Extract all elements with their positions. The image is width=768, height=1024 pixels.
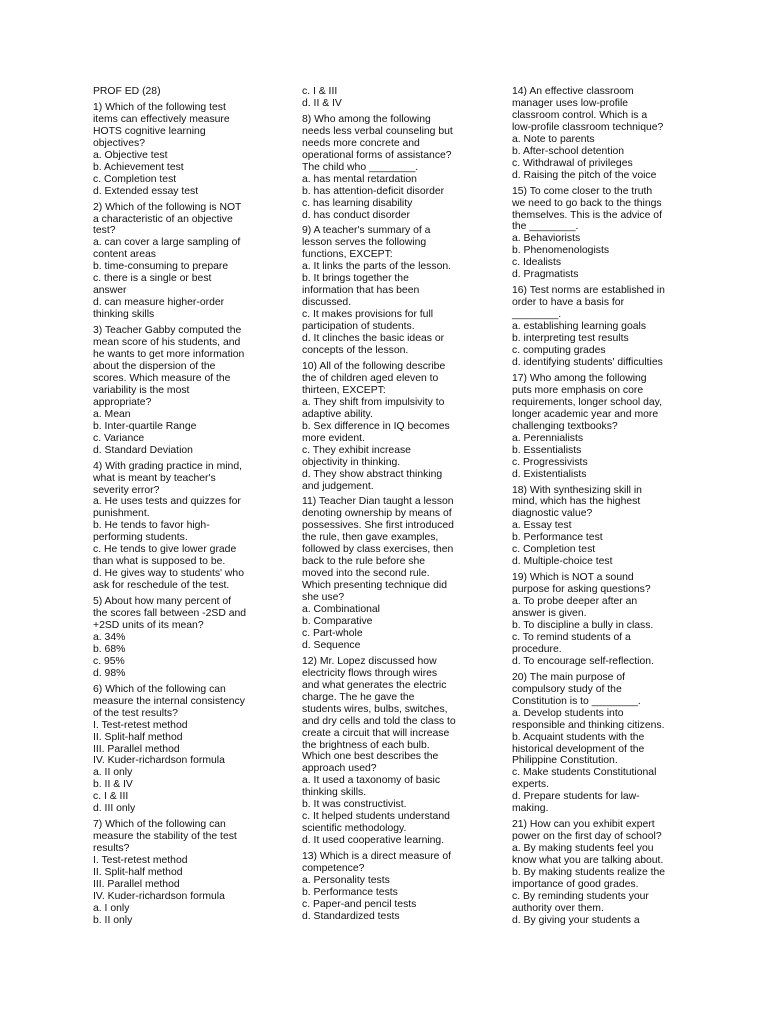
text-line: III. Parallel method: [93, 743, 180, 755]
text-line: a. Personality tests: [302, 875, 390, 886]
text-line: what is meant by teacher's: [93, 472, 216, 484]
text-line: needs less verbal counseling but: [302, 125, 453, 137]
text-line: b. 68%: [93, 643, 126, 655]
text-line: a. It used a taxonomy of basic: [302, 775, 441, 787]
text-line: mind, which has the highest: [512, 496, 641, 508]
text-line: b. II & IV: [93, 779, 133, 791]
text-line: puts more emphasis on core: [512, 384, 644, 396]
text-line: c. I & III: [93, 791, 129, 803]
text-line: a. They shift from impulsivity to: [302, 396, 445, 408]
text-line: 15) To come closer to the truth: [512, 185, 653, 197]
text-line: content areas: [93, 249, 156, 261]
text-line: c. He tends to give lower grade: [93, 544, 237, 556]
text-line: scores. Which measure of the: [93, 372, 231, 384]
text-line: c. Withdrawal of privileges: [512, 157, 633, 169]
text-line: a. has mental retardation: [302, 173, 417, 185]
text-line: electricity flows through wires: [302, 667, 438, 679]
text-line: moved into the second rule.: [302, 568, 430, 580]
text-line: operational forms of assistance?: [302, 149, 452, 161]
text-line: appropriate?: [93, 396, 152, 408]
text-line: and dry cells and told the class to: [302, 715, 456, 727]
text-line: 12) Mr. Lopez discussed how: [302, 655, 437, 667]
text-line: d. Prepare students for law-: [512, 791, 640, 803]
text-line: b. Phenomenologists: [512, 245, 610, 257]
text-line: the ________.: [512, 221, 579, 233]
text-line: b. It was constructivist.: [302, 799, 407, 811]
text-line: a. It links the parts of the lesson.: [302, 261, 452, 273]
text-line: a. Mean: [93, 408, 131, 420]
text-line: c. I & III: [302, 86, 338, 97]
text-line: 20) The main purpose of: [512, 671, 626, 683]
text-line: d. 98%: [93, 667, 126, 679]
text-line: 14) An effective classroom: [512, 86, 634, 97]
text-line: performing students.: [93, 532, 188, 544]
text-line: c. Make students Constitutional: [512, 767, 657, 779]
text-line: mean score of his students, and: [93, 337, 241, 349]
text-line: 1) Which of the following test: [93, 101, 226, 113]
text-line: 17) Who among the following: [512, 372, 647, 384]
text-line: a. Behaviorists: [512, 233, 581, 245]
text-line: low-profile classroom technique?: [512, 121, 664, 133]
text-line: b. Acquaint students with the: [512, 731, 645, 743]
text-line: items can effectively measure: [93, 113, 230, 125]
text-line: adaptive ability.: [302, 408, 373, 420]
text-line: b. Sex difference in IQ becomes: [302, 420, 450, 432]
text-line: a. can cover a large sampling of: [93, 237, 241, 249]
text-line: purpose for asking questions?: [512, 584, 651, 596]
text-line: create a circuit that will increase: [302, 727, 450, 739]
text-line: c. Part-whole: [302, 627, 363, 639]
text-line: a. I only: [93, 902, 130, 914]
text-line: more evident.: [302, 432, 365, 444]
text-line: 6) Which of the following can: [93, 683, 226, 695]
text-line: 3) Teacher Gabby computed the: [93, 325, 242, 337]
text-line: 5) About how many percent of: [93, 596, 232, 608]
text-line: II. Split-half method: [93, 731, 183, 743]
text-line: punishment.: [93, 508, 150, 520]
text-line: c. Paper-and pencil tests: [302, 898, 417, 910]
text-line: IV. Kuder-richardson formula: [93, 755, 225, 767]
text-column-2: [302, 86, 470, 923]
text-line: 9) A teacher's summary of a: [302, 225, 431, 237]
text-line: 8) Who among the following: [302, 113, 431, 125]
text-line: 13) Which is a direct measure of: [302, 851, 451, 863]
text-line: authority over them.: [512, 902, 604, 914]
text-line: charge. The he gave the: [302, 691, 415, 703]
text-line: 18) With synthesizing skill in: [512, 484, 642, 496]
text-line: we need to go back to the things: [512, 197, 662, 209]
text-line: d. Standardized tests: [302, 910, 400, 922]
text-line: c. It helped students understand: [302, 811, 450, 823]
text-line: 19) Which is NOT a sound: [512, 572, 634, 584]
text-line: b. time-consuming to prepare: [93, 261, 229, 273]
text-line: power on the first day of school?: [512, 831, 662, 843]
text-line: b. Comparative: [302, 615, 373, 627]
text-line: d. III only: [93, 803, 136, 815]
text-line: ________.: [512, 309, 562, 321]
text-line: thinking skills: [93, 309, 155, 321]
text-line: b. It brings together the: [302, 273, 409, 285]
text-line: b. After-school detention: [512, 145, 625, 157]
text-line: a. Note to parents: [512, 133, 595, 145]
text-line: b. By making students realize the: [512, 867, 666, 879]
text-line: c. computing grades: [512, 345, 606, 357]
text-line: b. II only: [93, 914, 133, 926]
text-line: requirements, longer school day,: [512, 396, 662, 408]
text-line: experts.: [512, 779, 549, 791]
text-line: of the test results?: [93, 707, 178, 719]
text-line: possessives. She first introduced: [302, 520, 454, 532]
text-line: thinking skills.: [302, 787, 367, 799]
text-line: d. To encourage self-reflection.: [512, 655, 654, 667]
text-line: approach used?: [302, 763, 377, 775]
text-line: the rule, then gave examples,: [302, 532, 439, 544]
text-line: followed by class exercises, then: [302, 544, 454, 556]
text-line: c. Progressivists: [512, 456, 588, 468]
text-line: d. Multiple-choice test: [512, 556, 613, 568]
text-line: +2SD units of its mean?: [93, 619, 204, 631]
text-line: a characteristic of an objective: [93, 213, 233, 225]
text-line: order to have a basis for: [512, 297, 625, 309]
text-line: a. Essay test: [512, 520, 572, 532]
text-line: a. Objective test: [93, 149, 168, 161]
text-line: participation of students.: [302, 321, 415, 333]
text-line: diagnostic value?: [512, 508, 593, 520]
text-line: d. He gives way to students' who: [93, 568, 244, 580]
text-line: a. Develop students into: [512, 707, 624, 719]
text-line: 7) Which of the following can: [93, 819, 226, 831]
text-line: a. Combinational: [302, 604, 380, 616]
text-line: the brightness of each bulb.: [302, 739, 430, 751]
text-line: d. identifying students' difficulties: [512, 356, 663, 368]
text-line: challenging textbooks?: [512, 420, 618, 432]
text-line: thirteen, EXCEPT:: [302, 384, 386, 396]
text-line: severity error?: [93, 484, 160, 496]
text-line: d. Sequence: [302, 639, 361, 651]
text-line: classroom control. Which is a: [512, 109, 648, 121]
text-line: a. Perennialists: [512, 432, 584, 444]
text-line: responsible and thinking citizens.: [512, 719, 665, 731]
text-line: the scores fall between -2SD and: [93, 608, 247, 620]
text-line: making.: [512, 803, 549, 815]
text-line: d. Raising the pitch of the voice: [512, 169, 657, 181]
text-line: d. They show abstract thinking: [302, 468, 443, 480]
text-line: d. It used cooperative learning.: [302, 835, 445, 847]
text-line: measure the stability of the test: [93, 831, 237, 843]
text-line: c. Completion test: [512, 544, 596, 556]
text-line: b. Performance test: [512, 532, 603, 544]
text-line: b. Achievement test: [93, 161, 184, 173]
text-line: b. Inter-quartile Range: [93, 420, 197, 432]
text-line: test?: [93, 225, 116, 237]
text-line: denoting ownership by means of: [302, 508, 452, 520]
text-line: results?: [93, 843, 130, 855]
text-line: than what is supposed to be.: [93, 556, 226, 568]
text-line: and what generates the electric: [302, 679, 447, 691]
text-line: Constitution is to ________.: [512, 695, 641, 707]
text-line: know what you are talking about.: [512, 855, 664, 867]
text-line: longer academic year and more: [512, 408, 659, 420]
text-line: a. To probe deeper after an: [512, 596, 638, 608]
text-line: d. Existentialists: [512, 468, 587, 480]
text-line: d. II & IV: [302, 97, 342, 109]
text-line: about the dispersion of the: [93, 360, 216, 372]
text-line: 16) Test norms are established in: [512, 285, 665, 297]
text-line: c. They exhibit increase: [302, 444, 411, 456]
text-line: ask for reschedule of the test.: [93, 580, 230, 592]
text-line: he wants to get more information: [93, 349, 245, 361]
text-line: a. 34%: [93, 631, 126, 643]
text-line: needs more concrete and: [302, 137, 420, 149]
text-line: b. interpreting test results: [512, 333, 629, 345]
text-line: c. Completion test: [93, 173, 177, 185]
text-line: she use?: [302, 592, 345, 604]
text-line: answer: [93, 285, 127, 297]
text-line: back to the rule before she: [302, 556, 426, 568]
text-line: historical development of the: [512, 743, 645, 755]
text-line: IV. Kuder-richardson formula: [93, 890, 225, 902]
text-line: importance of good grades.: [512, 879, 639, 890]
text-line: c. By reminding students your: [512, 890, 649, 902]
text-line: Which presenting technique did: [302, 580, 447, 592]
text-line: b. He tends to favor high-: [93, 520, 210, 532]
text-line: c. 95%: [93, 655, 125, 667]
text-line: b. To discipline a bully in class.: [512, 619, 654, 631]
text-line: PROF ED (28): [93, 86, 161, 97]
text-line: d. By giving your students a: [512, 914, 640, 926]
text-line: variability is the most: [93, 384, 190, 396]
text-line: b. Performance tests: [302, 886, 398, 898]
text-line: 21) How can you exhibit expert: [512, 819, 655, 831]
text-column-3: [512, 86, 680, 927]
text-line: d. Pragmatists: [512, 269, 579, 281]
text-line: b. Essentialists: [512, 444, 582, 456]
text-line: concepts of the lesson.: [302, 345, 409, 357]
text-line: d. Extended essay test: [93, 185, 199, 197]
text-line: answer is given.: [512, 608, 587, 620]
text-line: 11) Teacher Dian taught a lesson: [302, 496, 454, 508]
text-line: measure the internal consistency: [93, 695, 245, 707]
text-line: competence?: [302, 863, 365, 875]
text-line: b. has attention-deficit disorder: [302, 185, 445, 197]
text-line: compulsory study of the: [512, 683, 622, 695]
text-line: discussed.: [302, 297, 352, 309]
text-line: information that has been: [302, 285, 420, 297]
text-line: I. Test-retest method: [93, 855, 188, 867]
text-line: 10) All of the following describe: [302, 360, 446, 372]
text-line: a. II only: [93, 767, 133, 779]
text-line: 2) Which of the following is NOT: [93, 201, 242, 213]
text-line: functions, EXCEPT:: [302, 249, 393, 261]
text-line: 4) With grading practice in mind,: [93, 460, 242, 472]
text-line: c. Idealists: [512, 257, 562, 269]
text-line: lesson serves the following: [302, 237, 427, 249]
text-line: c. It makes provisions for full: [302, 309, 434, 321]
text-line: c. To remind students of a: [512, 631, 631, 643]
text-line: III. Parallel method: [93, 879, 180, 890]
text-line: the of children aged eleven to: [302, 372, 439, 384]
text-column-1: [93, 86, 261, 927]
text-line: scientific methodology.: [302, 823, 407, 835]
text-line: manager uses low-profile: [512, 97, 629, 109]
text-line: c. has learning disability: [302, 197, 413, 209]
text-line: d. has conduct disorder: [302, 209, 411, 221]
text-line: students wires, bulbs, switches,: [302, 703, 448, 715]
text-line: and judgement.: [302, 480, 374, 492]
text-line: d. It clinches the basic ideas or: [302, 333, 445, 345]
text-line: d. Standard Deviation: [93, 444, 193, 456]
text-line: I. Test-retest method: [93, 719, 188, 731]
text-line: Which one best describes the: [302, 751, 439, 763]
text-line: objectives?: [93, 137, 145, 149]
text-line: c. there is a single or best: [93, 273, 212, 285]
text-line: HOTS cognitive learning: [93, 125, 206, 137]
text-line: themselves. This is the advice of: [512, 209, 662, 221]
text-line: II. Split-half method: [93, 867, 183, 879]
text-line: c. Variance: [93, 432, 145, 444]
text-line: procedure.: [512, 643, 562, 655]
text-line: objectivity in thinking.: [302, 456, 401, 468]
text-line: a. He uses tests and quizzes for: [93, 496, 241, 508]
text-line: d. can measure higher-order: [93, 297, 225, 309]
text-line: a. establishing learning goals: [512, 321, 647, 333]
text-line: a. By making students feel you: [512, 843, 654, 855]
text-line: The child who ________.: [302, 161, 419, 173]
text-line: Philippine Constitution.: [512, 755, 618, 767]
